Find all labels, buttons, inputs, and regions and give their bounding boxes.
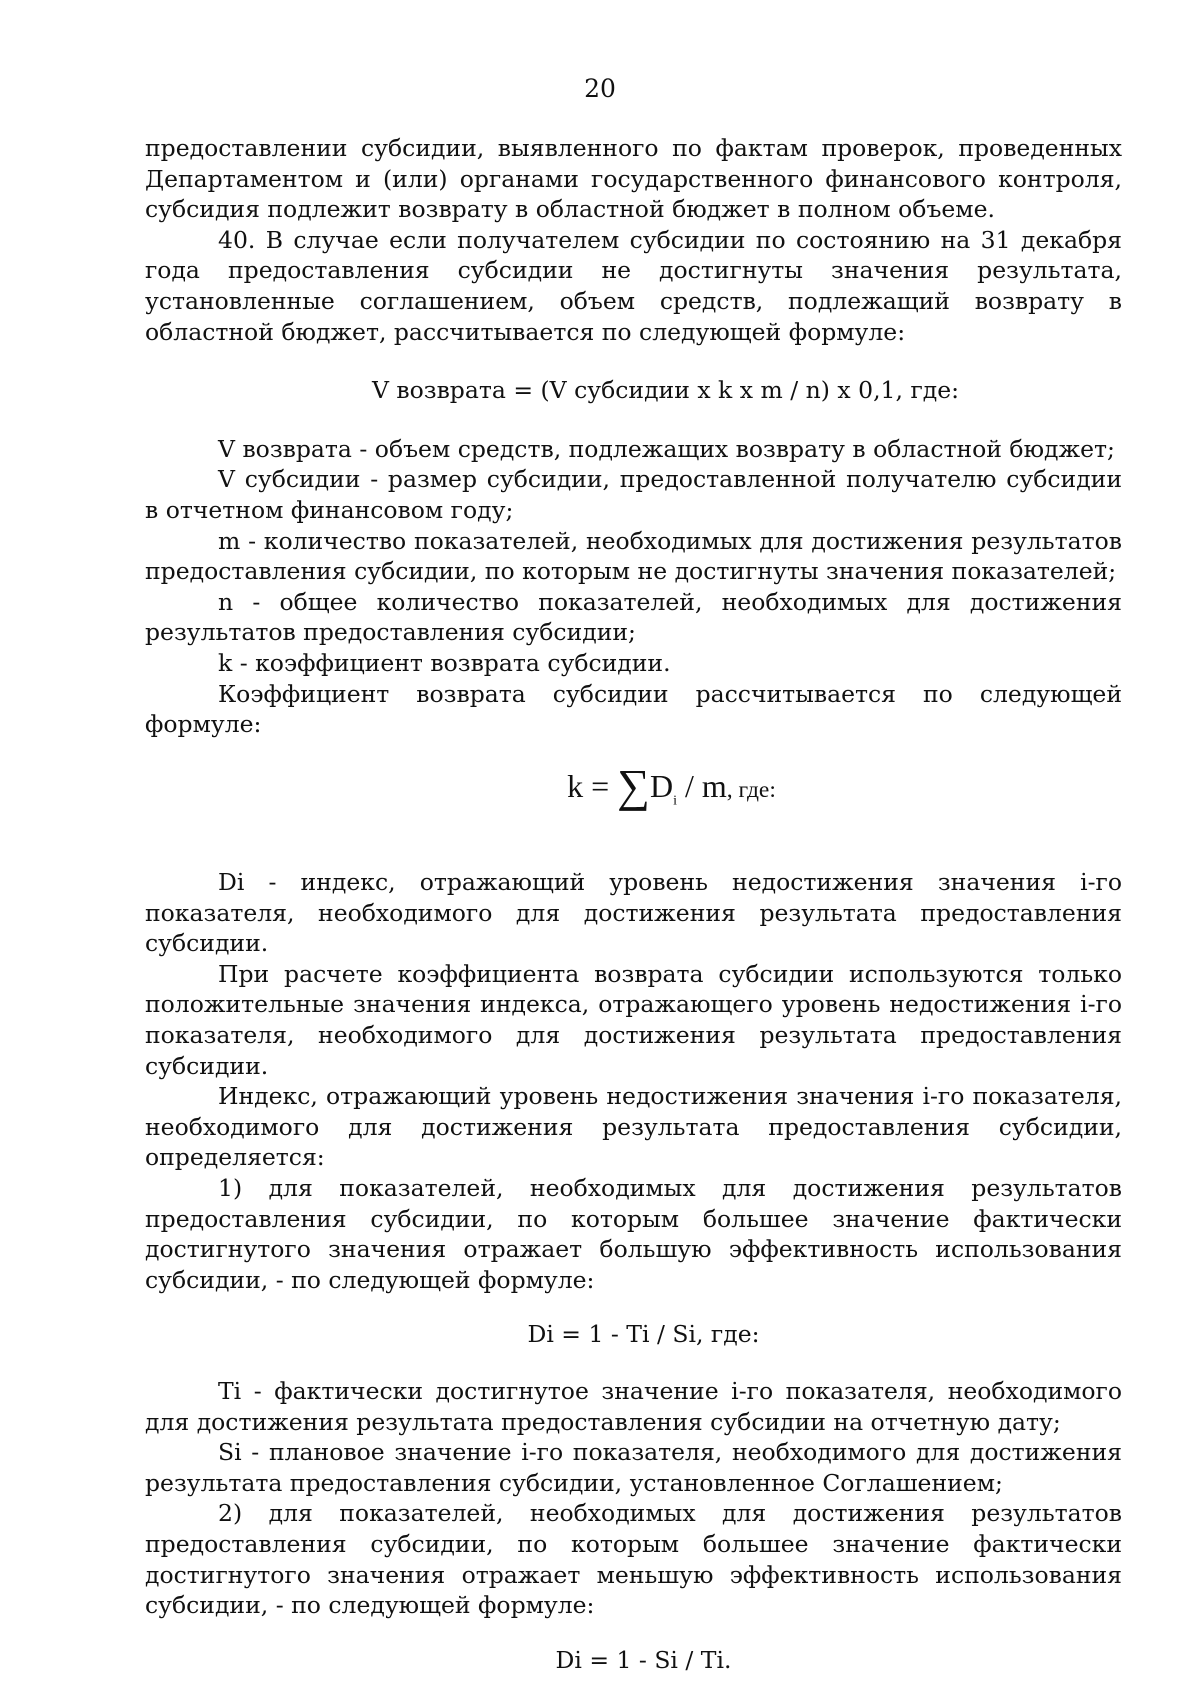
page-number: 20 xyxy=(584,74,616,103)
paragraph-continuation: предоставлении субсидии, выявленного по фактам проверок, проведенных Департаментом и (или) органами государственного финансового контроля, субсидия подлежит возврату в областной бюджет в полном объеме. xyxy=(145,134,1122,224)
paragraph-coefficient-intro: Коэффициент возврата субсидии рассчитывается по следующей формуле: xyxy=(145,679,1122,739)
formula-k-tail: , где: xyxy=(726,776,776,803)
sum-symbol: ∑ xyxy=(617,759,650,811)
paragraph-index-defined: Индекс, отражающий уровень недостижения значения i-го показателя, необходимого для достижения результата предоставления субсидии, определяется: xyxy=(145,1082,1122,1172)
definition-m: m - количество показателей, необходимых для достижения результатов предоставления субсидии, по которым не достигнуты значения показателей; xyxy=(145,526,1122,586)
paragraph-positive-values: При расчете коэффициента возврата субсидии используются только положительные значения индекса, отражающего уровень недостижения i-го показателя, необходимого для достижения результата предоставления субсидии. xyxy=(145,959,1122,1080)
formula-di-case-2: Di = 1 - Si / Ti. xyxy=(555,1645,732,1674)
formula-k-rest: / m xyxy=(676,767,727,804)
formula-k-subscript: i xyxy=(673,793,677,809)
definition-v-subsidy: V субсидии - размер субсидии, предоставленной получателю субсидии в отчетном финансовом году; xyxy=(145,465,1122,524)
paragraph-case-1: 1) для показателей, необходимых для достижения результатов предоставления субсидии, по которым большее значение фактически достигнутого значения отражает большую эффективность использования субсидии, - по следующей формуле: xyxy=(145,1174,1122,1294)
formula-v-return: V возврата = (V субсидии x k x m / n) x 0,1, где: xyxy=(371,376,960,405)
formula-k-lhs: k = xyxy=(567,767,618,804)
document-body xyxy=(145,133,1122,1675)
paragraph-case-2: 2) для показателей, необходимых для достижения результатов предоставления субсидии, по которым большее значение фактически достигнутого значения отражает меньшую эффективность использования субсидии, - по следующей формуле: xyxy=(145,1499,1122,1620)
definition-di: Di - индекс, отражающий уровень недостижения значения i-го показателя, необходимого для достижения результата предоставления субсидии. xyxy=(145,868,1122,958)
formula-k-d: D xyxy=(649,767,674,804)
formula-di-case-1: Di = 1 - Ti / Si, где: xyxy=(527,1320,760,1349)
formula-k xyxy=(145,740,1122,867)
definition-v-return: V возврата - объем средств, подлежащих возврату в областной бюджет; xyxy=(218,434,1115,463)
definition-ti: Ti - фактически достигнутое значение i-го показателя, необходимого для достижения результата предоставления субсидии на отчетную дату; xyxy=(145,1376,1122,1436)
paragraph-clause-40: 40. В случае если получателем субсидии по состоянию на 31 декабря года предоставления субсидии не достигнуты значения результата, установленные соглашением, объем средств, подлежащий возврату в областной бюджет, рассчитывается по следующей формуле: xyxy=(145,225,1122,346)
definition-k: k - коэффициент возврата субсидии. xyxy=(218,648,671,677)
definition-si: Si - плановое значение i-го показателя, необходимого для достижения результата предоставления субсидии, установленное Соглашением; xyxy=(145,1438,1122,1497)
definition-n: n - общее количество показателей, необходимых для достижения результатов предоставления субсидии; xyxy=(145,587,1122,647)
